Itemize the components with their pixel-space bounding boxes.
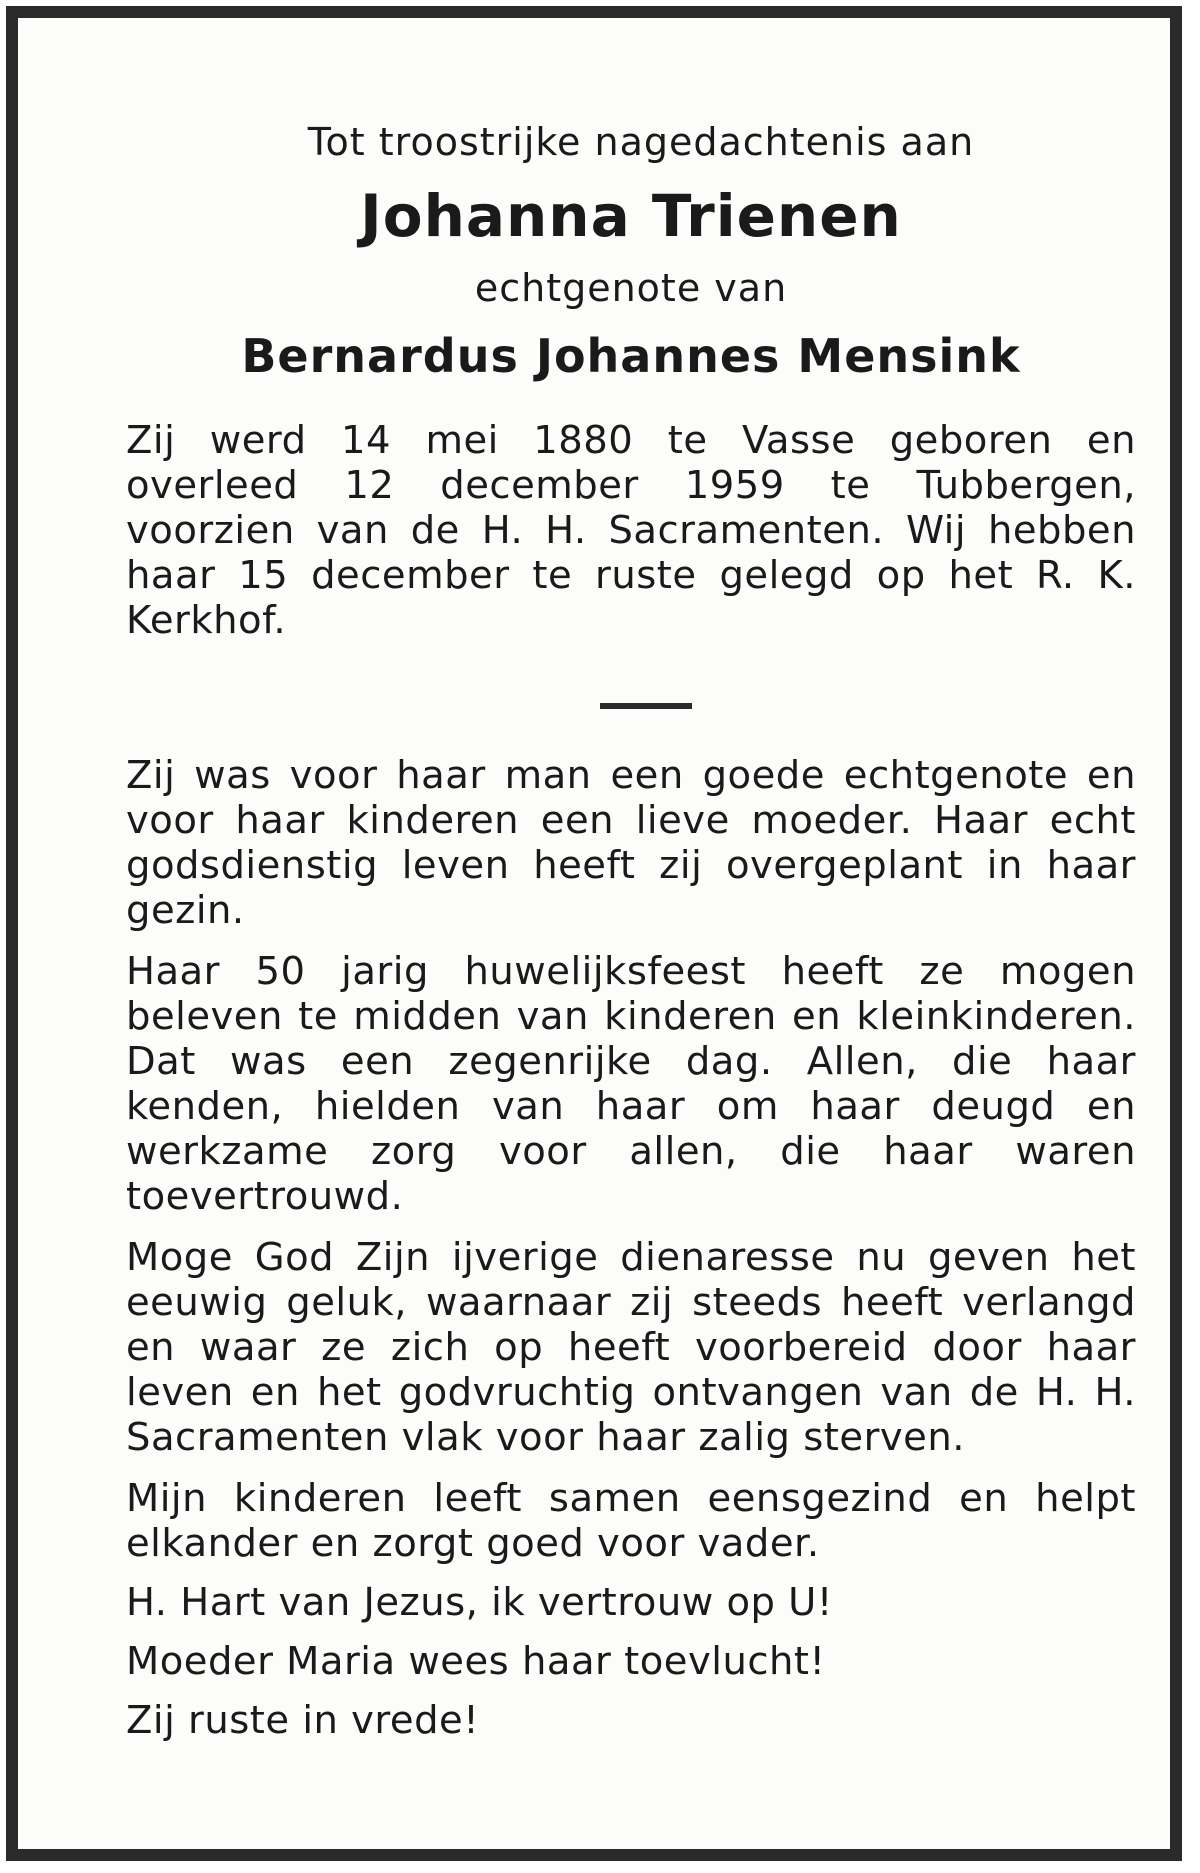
paragraph-children: Mijn kinderen leeft samen eensgezind en helpt elkander en zorgt goed voor vader. [126, 1476, 1136, 1566]
card-content [126, 118, 1136, 1743]
bio-paragraph: Zij werd 14 mei 1880 te Vasse geboren en overleed 12 december 1959 te Tubbergen, voorzien van de H. H. Sacramenten. Wij hebben haar 15 december te ruste gelegd op het R. K. Kerkhof. [126, 418, 1136, 643]
paragraph-wife: Zij was voor haar man een goede echtgenote en voor haar kinderen een lieve moeder. Haar echt godsdienstig leven heeft zij overgeplant in haar gezin. [126, 753, 1136, 933]
spouse-relation: echtgenote van [474, 266, 788, 310]
intro-line: Tot troostrijke nagedachtenis aan [307, 120, 975, 164]
paragraph-anniversary: Haar 50 jarig huwelijksfeest heeft ze mogen beleven te midden van kinderen en kleinkinderen. Dat was een zegenrijke dag. Allen, die haar kenden, hielden van haar om haar deugd en werkzame zorg voor allen, die haar waren toevertrouwd. [126, 949, 1136, 1219]
closing-sacred-heart: H. Hart van Jezus, ik vertrouw op U! [126, 1580, 833, 1625]
divider [600, 703, 692, 709]
closing-mother-mary: Moeder Maria wees haar toevlucht! [126, 1639, 826, 1684]
closing-rest-in-peace: Zij ruste in vrede! [126, 1698, 480, 1743]
deceased-name: Johanna Trienen [360, 182, 902, 250]
paragraph-prayer: Moge God Zijn ijverige dienaresse nu geven het eeuwig geluk, waarnaar zij steeds heeft verlangd en waar ze zich op heeft voorbereid door haar leven en het godvruchtig ontvangen van de H. H. Sacramenten vlak voor haar zalig sterven. [126, 1235, 1136, 1460]
memorial-card [6, 6, 1182, 1861]
spouse-name: Bernardus Johannes Mensink [241, 329, 1021, 383]
